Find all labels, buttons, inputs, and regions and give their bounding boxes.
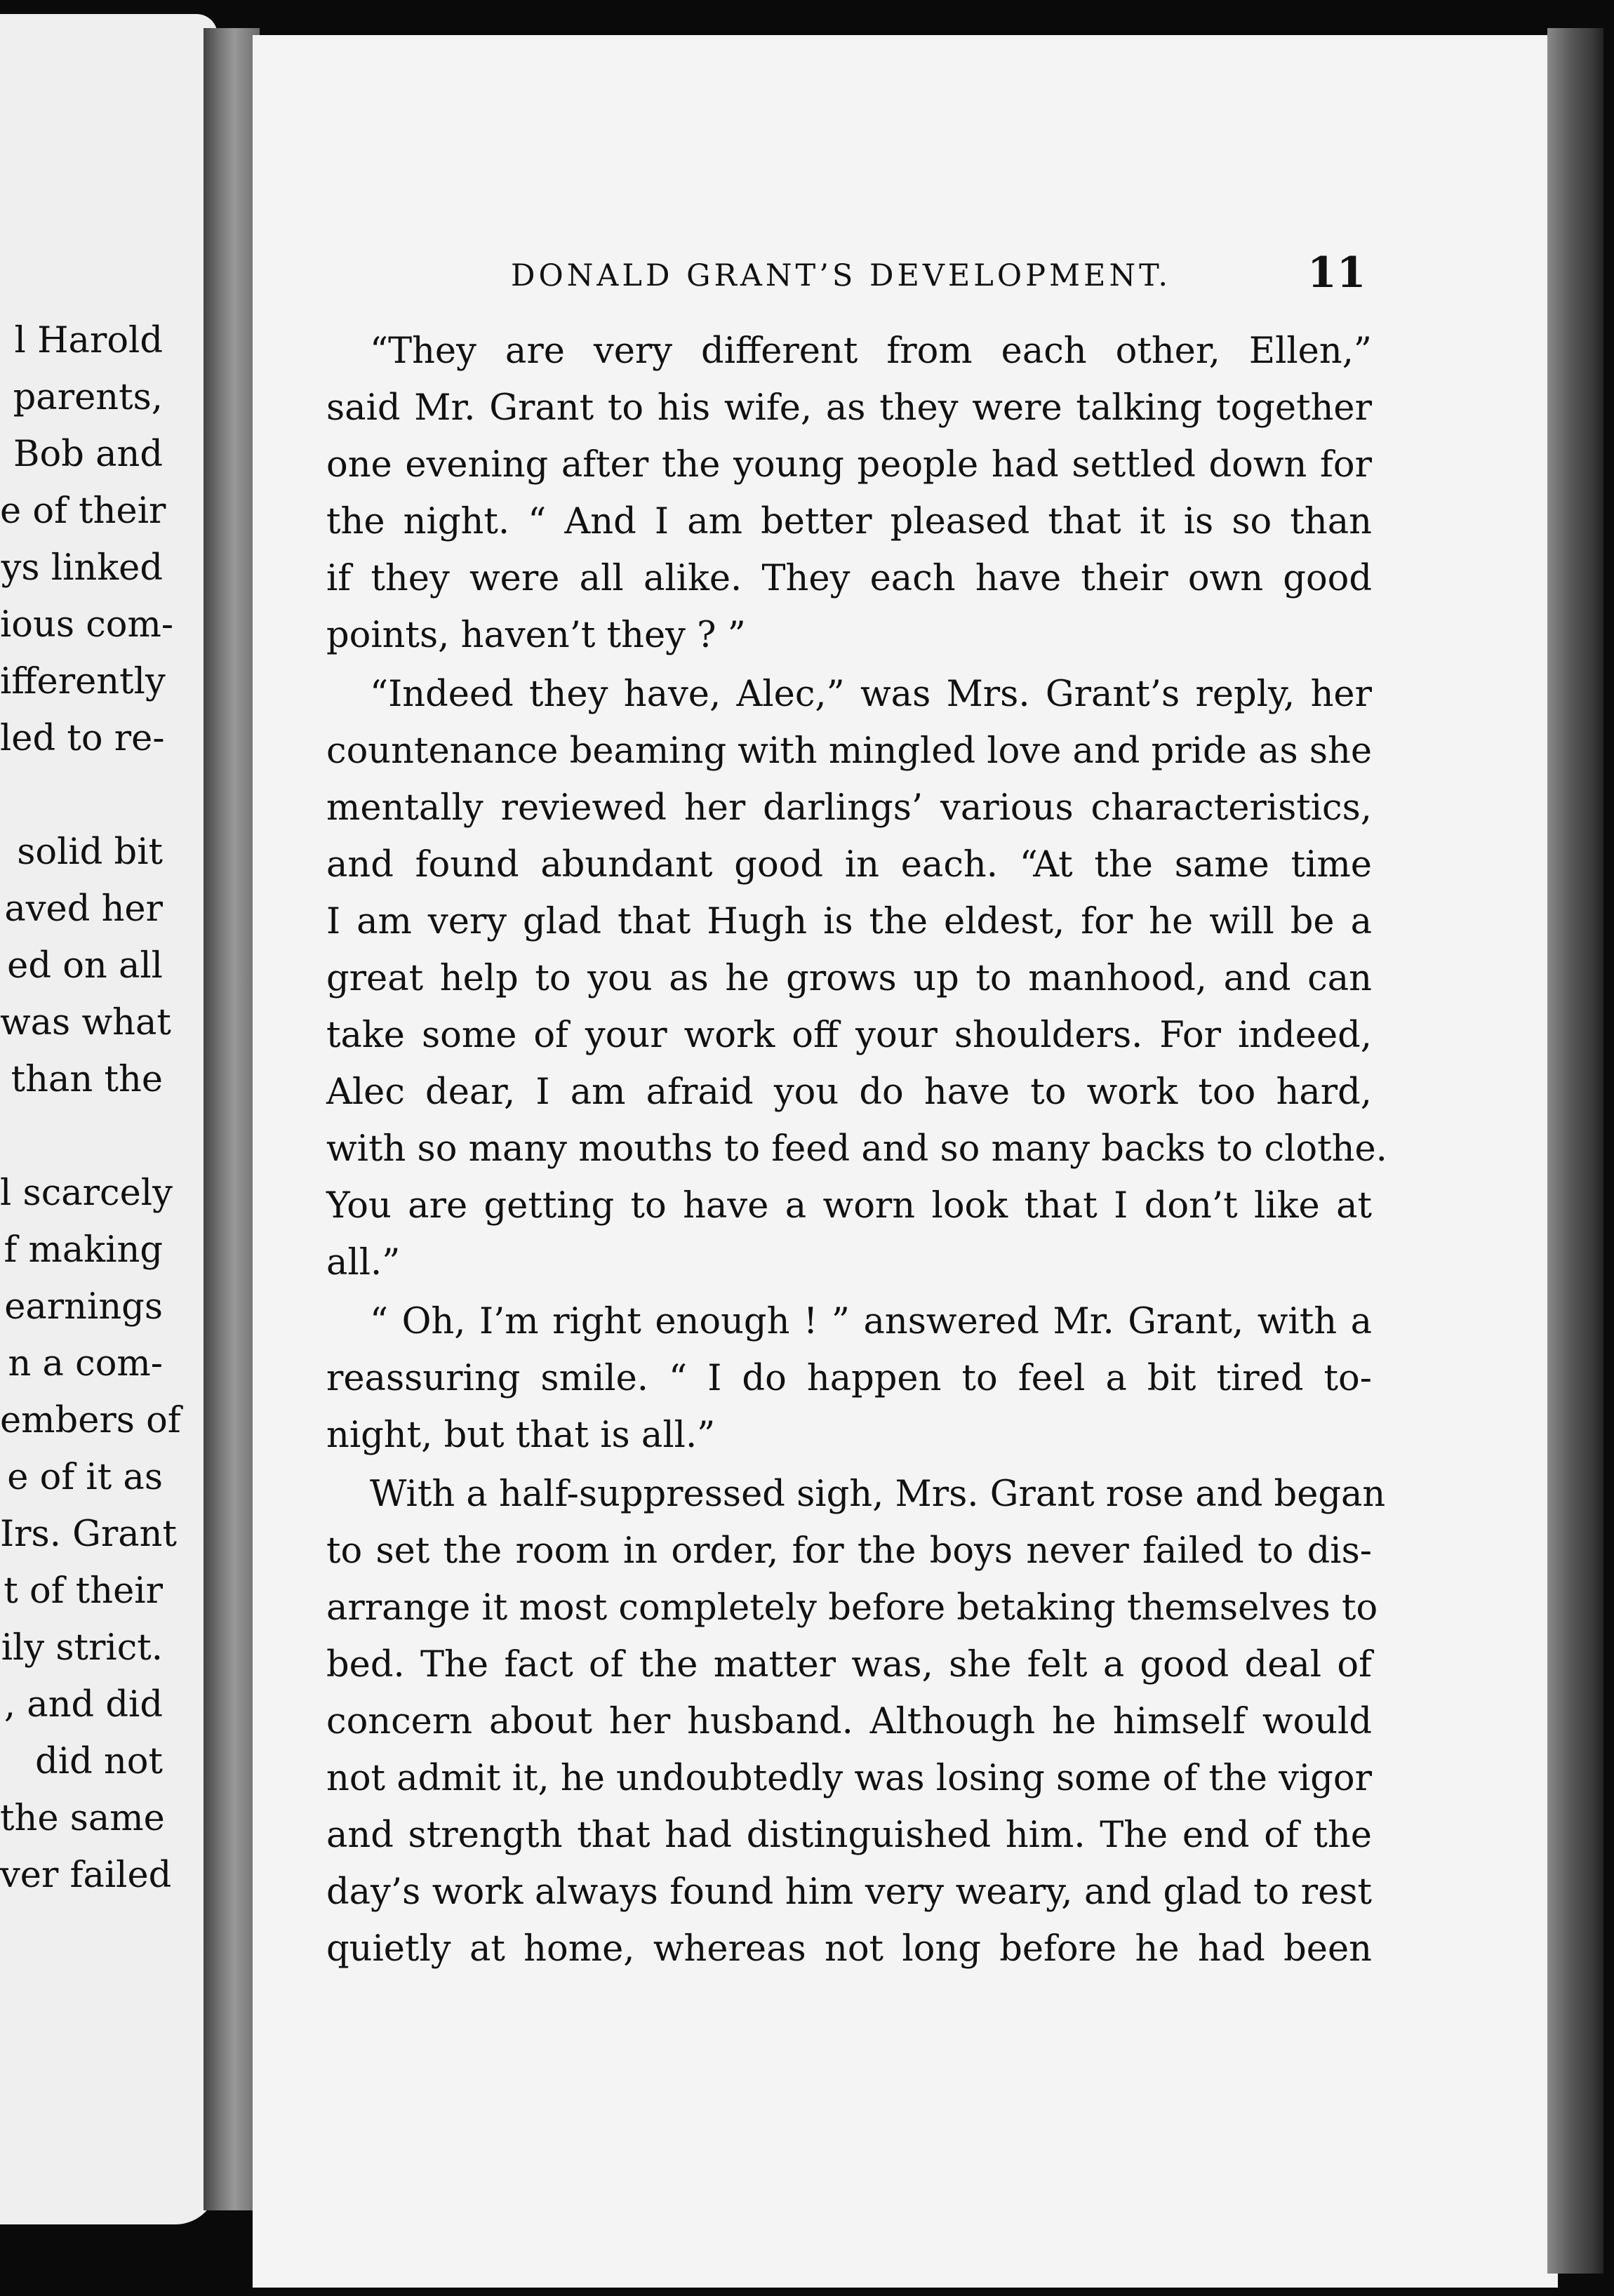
text-line: one evening after the young people had settled down for: [326, 444, 1372, 486]
left-page-line: f making: [4, 1229, 163, 1271]
left-page-line: l scarcely: [0, 1173, 173, 1214]
book-gutter: [204, 28, 260, 2210]
left-page-line: ver failed: [0, 1855, 172, 1896]
text-line: day’s work always found him very weary, and glad to rest: [326, 1871, 1372, 1913]
left-page-line: than the: [11, 1059, 163, 1100]
left-page-text: [0, 312, 204, 1904]
left-page-line: earnings: [4, 1286, 163, 1328]
text-line: points, haven’t they ? ”: [326, 615, 746, 656]
text-line: I am very glad that Hugh is the eldest, for he will be a: [326, 901, 1372, 942]
left-page-line: ifferently: [0, 661, 166, 702]
text-line: “ Oh, I’m right enough ! ” answered Mr. Grant, with a: [370, 1301, 1372, 1342]
left-page-line: was what: [0, 1002, 171, 1043]
page-edge: [1547, 28, 1603, 2274]
left-page-line: did not: [35, 1741, 163, 1782]
text-line: to set the room in order, for the boys never failed to dis-: [326, 1530, 1372, 1572]
left-page-line: e of it as: [7, 1457, 163, 1498]
text-line: with so many mouths to feed and so many backs to clothe.: [326, 1128, 1387, 1170]
text-line: if they were all alike. They each have their own good: [326, 558, 1372, 599]
text-line: arrange it most completely before betaking themselves to: [326, 1587, 1378, 1629]
left-page-line: l Harold: [14, 320, 163, 361]
text-line: and found abundant good in each. “At the same time: [326, 844, 1372, 886]
left-page-line: ys linked: [1, 547, 163, 589]
text-line: take some of your work off your shoulders. For indeed,: [326, 1015, 1372, 1056]
left-page-line: the same: [0, 1798, 165, 1839]
body-text: [326, 323, 1387, 1977]
text-line: bed. The fact of the matter was, she felt a good deal of: [326, 1644, 1372, 1686]
text-line: the night. “ And I am better pleased that it is so than: [326, 501, 1372, 542]
left-page-line: [0, 767, 163, 824]
left-page-line: ed on all: [7, 945, 163, 987]
left-page-line: Bob and: [13, 434, 163, 475]
text-line: all.”: [326, 1242, 401, 1283]
running-header: DONALD GRANT’S DEVELOPMENT.: [511, 258, 1172, 293]
text-line: You are getting to have a worn look that I don’t like at: [326, 1185, 1372, 1227]
left-page-line: t of their: [4, 1570, 163, 1612]
text-line: night, but that is all.”: [326, 1415, 716, 1456]
text-line: With a half-suppressed sigh, Mrs. Grant rose and began: [370, 1474, 1386, 1515]
left-page-line: [0, 1108, 163, 1165]
right-page: [253, 35, 1558, 2288]
text-line: said Mr. Grant to his wife, as they were talking together: [326, 387, 1372, 429]
left-page-line: n a com-: [8, 1343, 163, 1384]
left-page-line: ily strict.: [1, 1627, 163, 1669]
text-line: and strength that had distinguished him. The end of the: [326, 1815, 1372, 1856]
left-page-line: parents,: [13, 377, 163, 418]
text-line: “They are very different from each other, Ellen,”: [370, 331, 1372, 372]
left-page-line: solid bit: [17, 832, 163, 873]
left-page-line: led to re-: [0, 718, 165, 759]
text-line: great help to you as he grows up to manhood, and can: [326, 958, 1372, 999]
text-line: concern about her husband. Although he himself would: [326, 1701, 1372, 1742]
text-line: reassuring smile. “ I do happen to feel a bit tired to-: [326, 1358, 1372, 1399]
text-line: mentally reviewed her darlings’ various characteristics,: [326, 787, 1372, 829]
text-line: not admit it, he undoubtedly was losing some of the vigor: [326, 1758, 1373, 1799]
left-page-line: aved her: [4, 888, 163, 930]
left-page-line: embers of: [0, 1400, 181, 1441]
text-line: Alec dear, I am afraid you do have to work too hard,: [326, 1072, 1372, 1113]
left-page-line: ious com-: [0, 604, 174, 646]
page-number: 11: [1307, 248, 1366, 298]
left-page-line: Irs. Grant: [0, 1514, 177, 1555]
left-page-line: , and did: [4, 1684, 163, 1726]
left-page-line: e of their: [0, 490, 166, 532]
left-facing-page: [0, 14, 218, 2224]
text-line: “Indeed they have, Alec,” was Mrs. Grant’s reply, her: [370, 674, 1372, 715]
text-line: quietly at home, whereas not long before he had been: [326, 1928, 1372, 1970]
text-line: countenance beaming with mingled love and pride as she: [326, 730, 1373, 772]
